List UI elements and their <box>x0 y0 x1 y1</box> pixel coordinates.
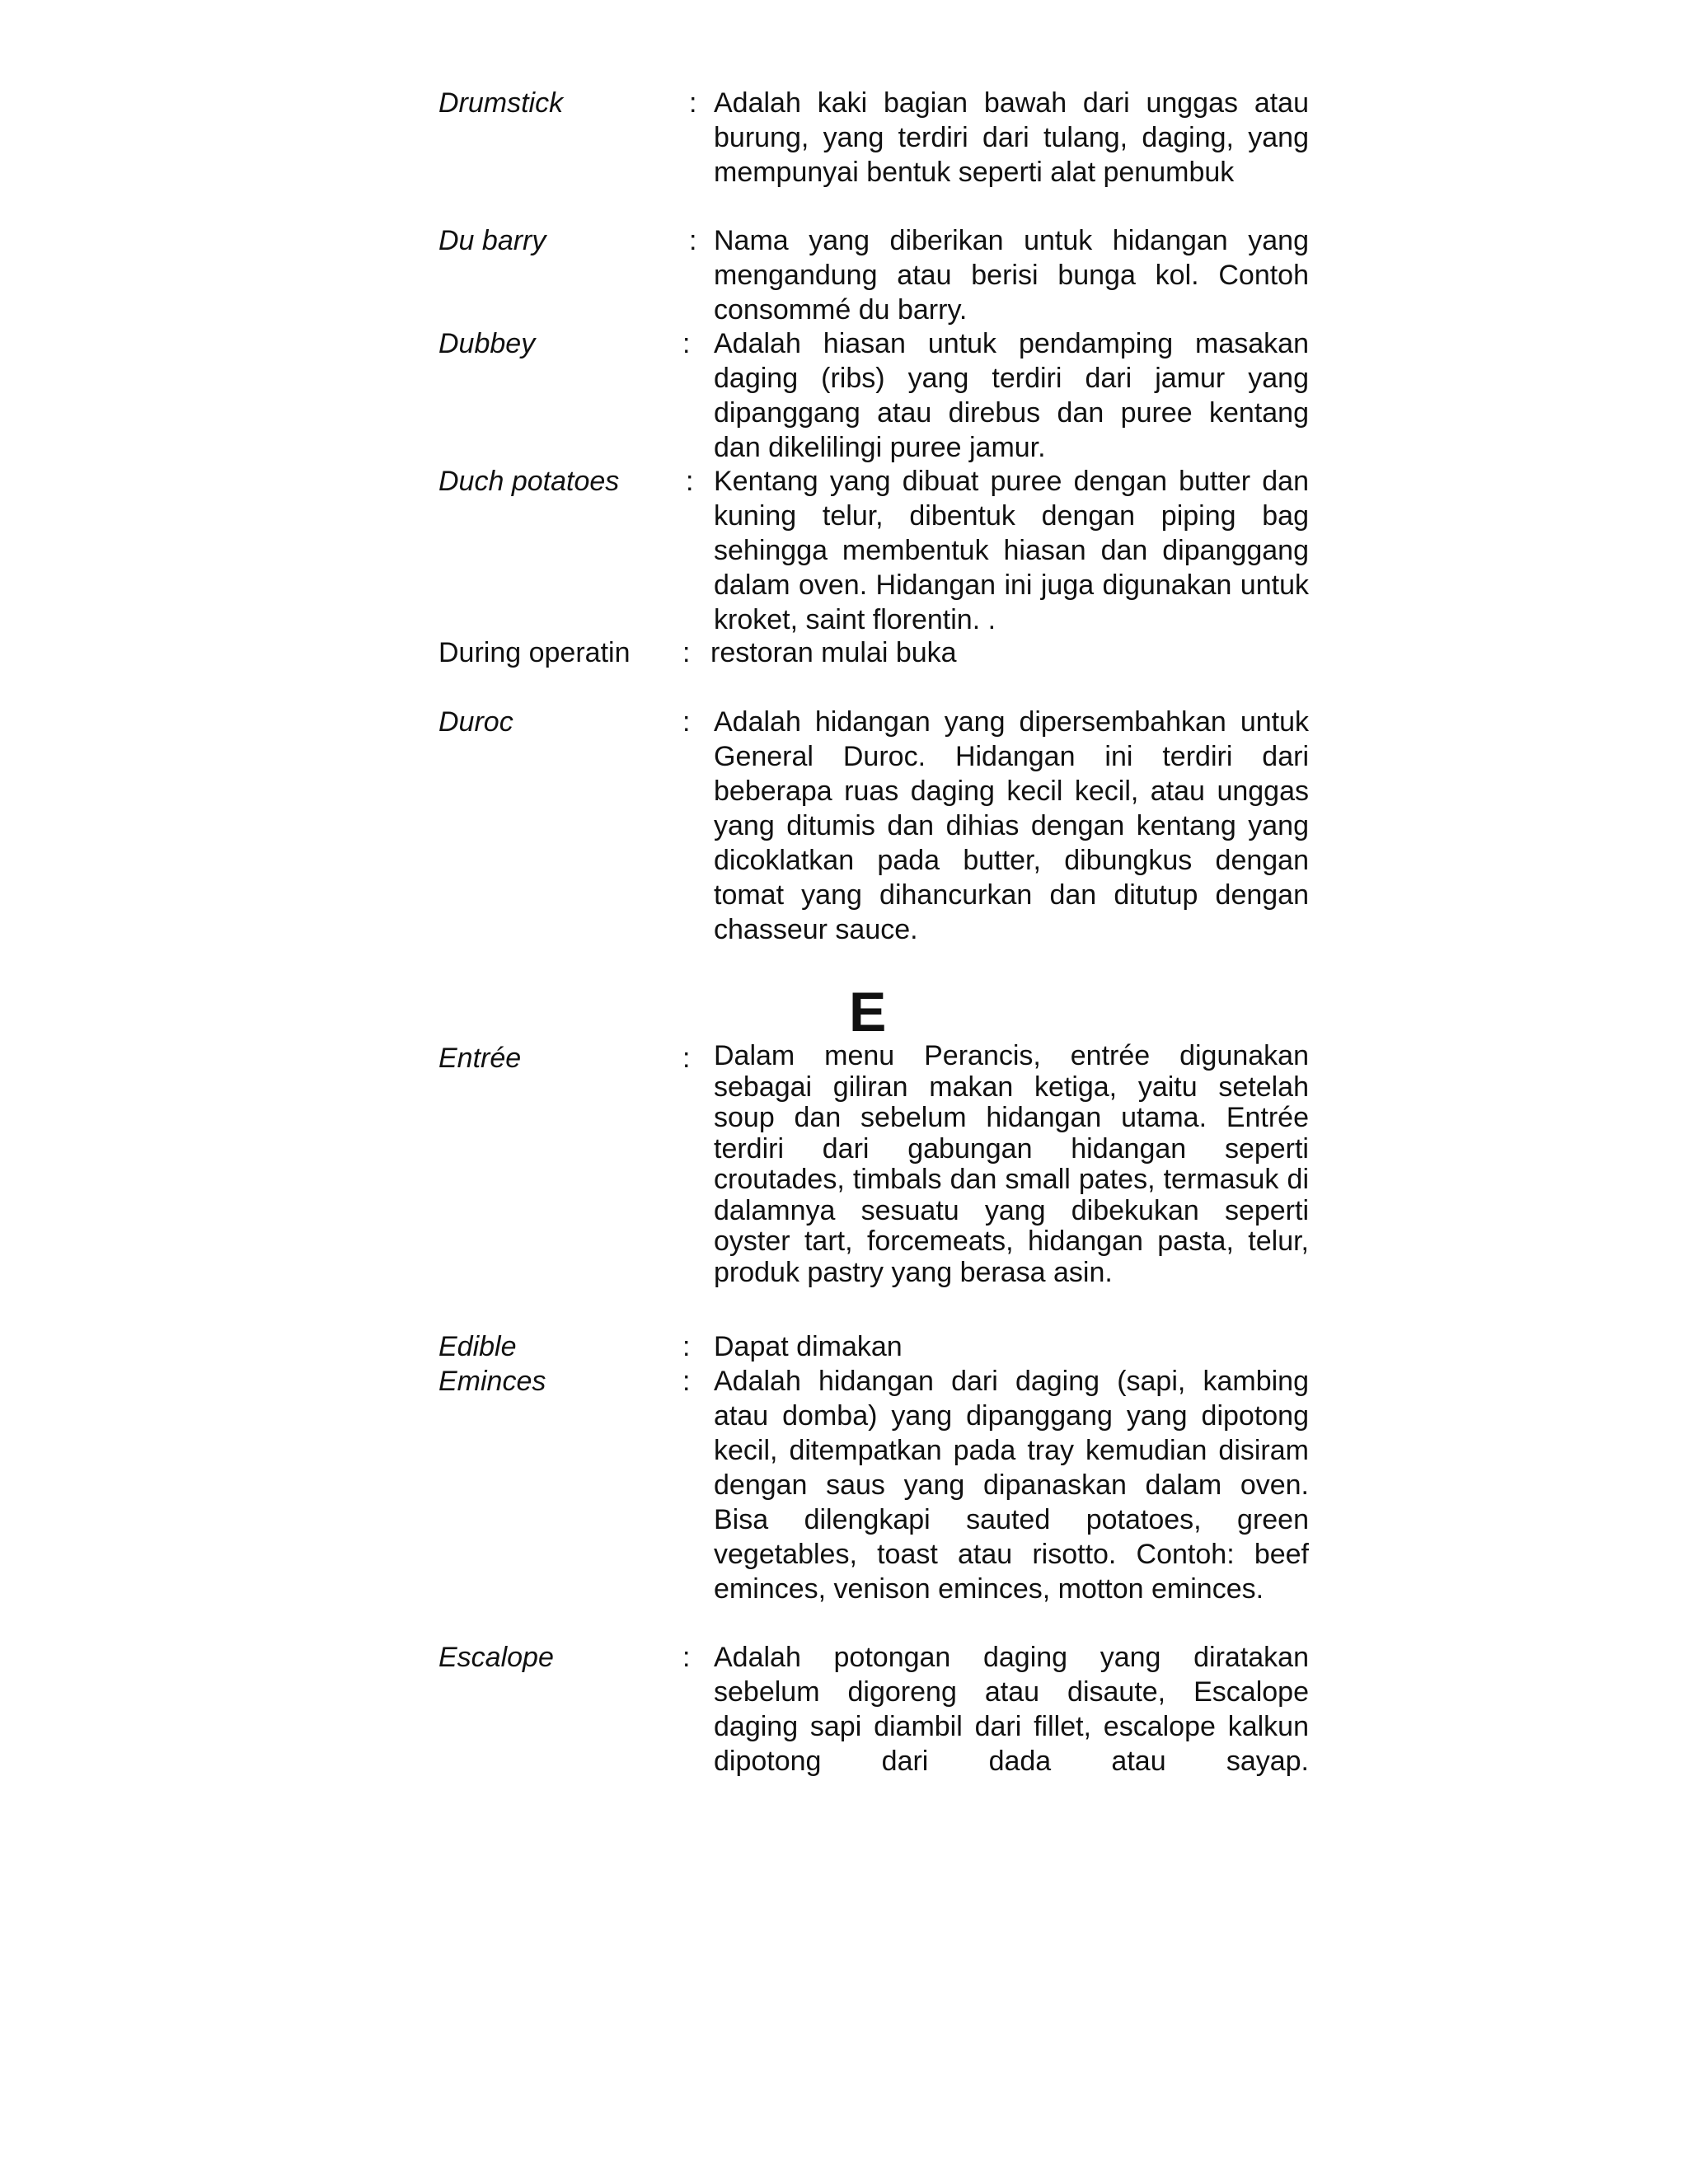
entry-colon: : <box>686 466 694 497</box>
entry-term: Escalope <box>438 1642 554 1673</box>
entry-definition: Dapat dimakan <box>714 1331 903 1362</box>
entry-definition: Adalah hidangan yang dipersembahkan untuk General Duroc. Hidangan ini terdiri dari beberapa ruas daging kecil kecil, atau unggas yang ditumis dan dihias dengan kentang yang dicoklatkan pada butter, dibungkus dengan tomat yang dihancurkan dan ditutup dengan chasseur sauce. <box>714 706 1309 945</box>
entry-term: Du barry <box>438 225 546 256</box>
entry-definition: restoran mulai buka <box>710 637 957 668</box>
entry-definition: Adalah potongan daging yang diratakan sebelum digoreng atau disaute, Escalope daging sapi diambil dari fillet, escalope kalkun dipotong dari dada atau sayap. <box>714 1642 1309 1777</box>
entry-term: Drumstick <box>438 87 564 119</box>
entry-definition: Dalam menu Perancis, entrée digunakan sebagai giliran makan ketiga, yaitu setelah soup dan sebelum hidangan utama. Entrée terdiri dari gabungan hidangan seperti croutades, timbals dan small pates, termasuk di dalamnya sesuatu yang dibekukan seperti oyster tart, forcemeats, hidangan pasta, telur, produk pastry yang berasa asin. <box>714 1040 1309 1288</box>
entry-colon: : <box>689 87 697 119</box>
entry-definition: Kentang yang dibuat puree dengan butter dan kuning telur, dibentuk dengan piping bag sehingga membentuk hiasan dan dipanggang dalam oven. Hidangan ini juga digunakan untuk kroket, saint florentin. . <box>714 466 1309 635</box>
entry-term: Entrée <box>438 1043 522 1074</box>
section-letter: E <box>849 981 887 1043</box>
entry-definition: Adalah hiasan untuk pendamping masakan daging (ribs) yang terdiri dari jamur yang dipanggang atau direbus dan puree kentang dan dikelilingi puree jamur. <box>714 328 1309 463</box>
entry-term: Duroc <box>438 706 513 738</box>
entry-term: Dubbey <box>438 328 536 359</box>
entry-term: During operatin <box>438 637 631 668</box>
entry-colon: : <box>682 328 691 359</box>
entry-colon: : <box>682 1043 691 1074</box>
entry-term: Duch potatoes <box>438 466 620 497</box>
entry-colon: : <box>682 706 691 738</box>
entry-term: Edible <box>438 1331 517 1362</box>
entry-colon: : <box>682 1331 691 1362</box>
entry-definition: Adalah hidangan dari daging (sapi, kambing atau domba) yang dipanggang yang dipotong kecil, ditempatkan pada tray kemudian disiram dengan saus yang dipanaskan dalam oven. Bisa dilengkapi sauted potatoes, green vegetables, toast atau risotto. Contoh: beef eminces, venison eminces, motton eminces. <box>714 1366 1309 1605</box>
entry-term: Eminces <box>438 1366 546 1397</box>
entry-definition: Adalah kaki bagian bawah dari unggas atau burung, yang terdiri dari tulang, daging, yang mempunyai bentuk seperti alat penumbuk <box>714 87 1309 188</box>
entry-colon: : <box>682 637 691 668</box>
entry-definition: Nama yang diberikan untuk hidangan yang mengandung atau berisi bunga kol. Contoh consommé du barry. <box>714 225 1309 326</box>
entry-colon: : <box>682 1642 691 1673</box>
entry-colon: : <box>689 225 697 256</box>
entry-colon: : <box>682 1366 691 1397</box>
